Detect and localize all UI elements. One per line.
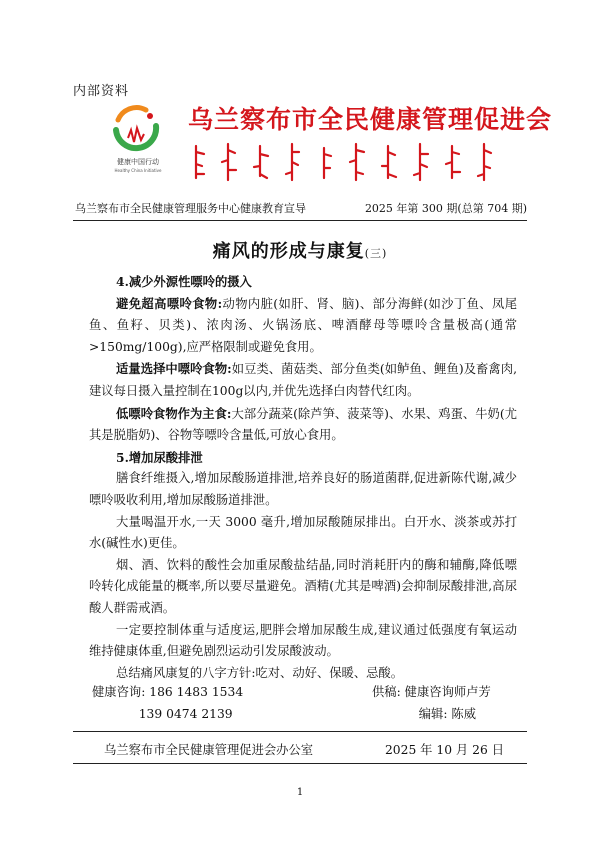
issue-number: 2025 年第 300 期(总第 704 期): [364, 202, 527, 215]
paragraph-lead: 避免超高嘌呤食物:: [116, 295, 223, 311]
author-credit: [372, 682, 491, 704]
mongol-glyph-2: [222, 144, 236, 180]
author-label: 供稿:: [372, 685, 401, 699]
mongol-glyph-8: [414, 144, 428, 180]
mongolian-script-title: [188, 140, 498, 184]
editor-label: 编辑:: [418, 706, 448, 721]
section-5-paragraph-1: 膳食纤维摄入,增加尿酸肠道排泄,培养良好的肠道菌群,促进新陈代谢,减少嘌呤吸收利用,增加尿酸肠道排泄。: [89, 471, 517, 507]
paragraph-lead: 低嘌呤食物作为主食:: [116, 405, 232, 421]
section-5-paragraph-5: 总结痛风康复的八字方针:吃对、动好、保暖、忌酸。: [116, 665, 404, 680]
logo-dot: [147, 113, 153, 119]
contact-row-2: [92, 704, 512, 726]
article-title-part: (三): [364, 247, 388, 260]
section-5-heading: 5.增加尿酸排泄: [116, 449, 203, 465]
consult-phone-2: [92, 704, 419, 726]
logo-subtext: Healthy China Initiative: [114, 168, 162, 173]
author-name: 健康咨询师卢芳: [404, 685, 491, 699]
footer-divider-top: [73, 731, 527, 732]
article-title: [0, 237, 600, 263]
logo-orange-arc: [118, 108, 146, 120]
phone-number: 139 0474 2139: [138, 706, 233, 721]
mongol-glyph-1: [196, 146, 204, 178]
section-5-paragraph-4: 一定要控制体重与适度运,肥胖会增加尿酸生成,建议通过低强度有氧运动维持健康体重,但避免剧烈运动引发尿酸波动。: [89, 622, 517, 659]
publication-line: [75, 200, 527, 216]
mongol-glyph-9: [446, 146, 460, 178]
organization-title: 乌兰察布市全民健康管理促进会: [188, 105, 553, 134]
phone-number: 186 1483 1534: [149, 685, 244, 699]
article-title-text: 痛风的形成与康复: [212, 241, 365, 262]
healthy-china-logo: [104, 100, 172, 176]
contact-block: [92, 682, 512, 725]
footer: [104, 740, 504, 758]
article-body: [89, 271, 517, 684]
paragraph-lead: 适量选择中嘌呤食物:: [116, 361, 232, 377]
footer-divider-bottom: [73, 763, 527, 764]
header-divider: [73, 220, 527, 221]
paragraph-text: 大部分蔬菜(除芦笋、菠菜等)、水果、鸡蛋、牛奶(尤其是脱脂奶)、谷物等嘌呤含量低,可放心食用。: [89, 406, 517, 443]
mongol-glyph-5: [324, 148, 331, 178]
mongol-glyph-4: [286, 144, 299, 180]
section-5-paragraph-2: 大量喝温开水,一天 3000 毫升,增加尿酸随尿排出。白开水、淡茶或苏打水(碱性水)更佳。: [89, 514, 517, 551]
paragraph-text: 如豆类、菌菇类、部分鱼类(如鲈鱼、鲤鱼)及畜禽肉,建议每日摄入量控制在100g以内,并优先选择白肉替代红肉。: [89, 362, 517, 398]
footer-date: 2025 年 10 月 26 日: [384, 743, 504, 757]
internal-material-label: 内部资料: [73, 84, 130, 99]
footer-office: 乌兰察布市全民健康管理促进会办公室: [104, 743, 314, 757]
mongol-glyph-3: [254, 146, 268, 178]
logo-text: 健康中国行动: [117, 158, 159, 166]
editor-credit: [419, 704, 476, 726]
page-number: 1: [296, 787, 304, 798]
section-4-paragraph-2: [89, 358, 517, 402]
logo-pulse-line: [128, 128, 144, 142]
mongol-glyph-6: [350, 144, 364, 180]
editor-name: 陈威: [451, 706, 477, 721]
publisher-text: 乌兰察布市全民健康管理服务中心健康教育宣导: [75, 202, 306, 215]
mongol-glyph-7: [382, 146, 396, 178]
section-4-heading: 4.减少外源性嘌呤的摄入: [116, 274, 252, 289]
consult-label: 健康咨询:: [92, 685, 146, 699]
consult-phone-1: [92, 682, 372, 704]
section-4-paragraph-3: [89, 403, 517, 447]
mongol-glyph-10: [478, 144, 491, 180]
contact-row-1: [92, 682, 512, 704]
paragraph-text: 动物内脏(如肝、肾、脑)、部分海鲜(如沙丁鱼、凤尾鱼、鱼籽、贝类)、浓肉汤、火锅汤底、啤酒酵母等嘌呤含量极高(通常>150mg/100g),应严格限制或避免食用。: [89, 296, 517, 354]
section-5-paragraph-3: 烟、酒、饮料的酸性会加重尿酸盐结晶,同时消耗肝内的酶和辅酶,降低嘌呤转化成能量的概率,所以要尽量避免。酒精(尤其是啤酒)会抑制尿酸排泄,高尿酸人群需戒酒。: [89, 557, 517, 615]
section-4-paragraph-1: [89, 293, 517, 359]
